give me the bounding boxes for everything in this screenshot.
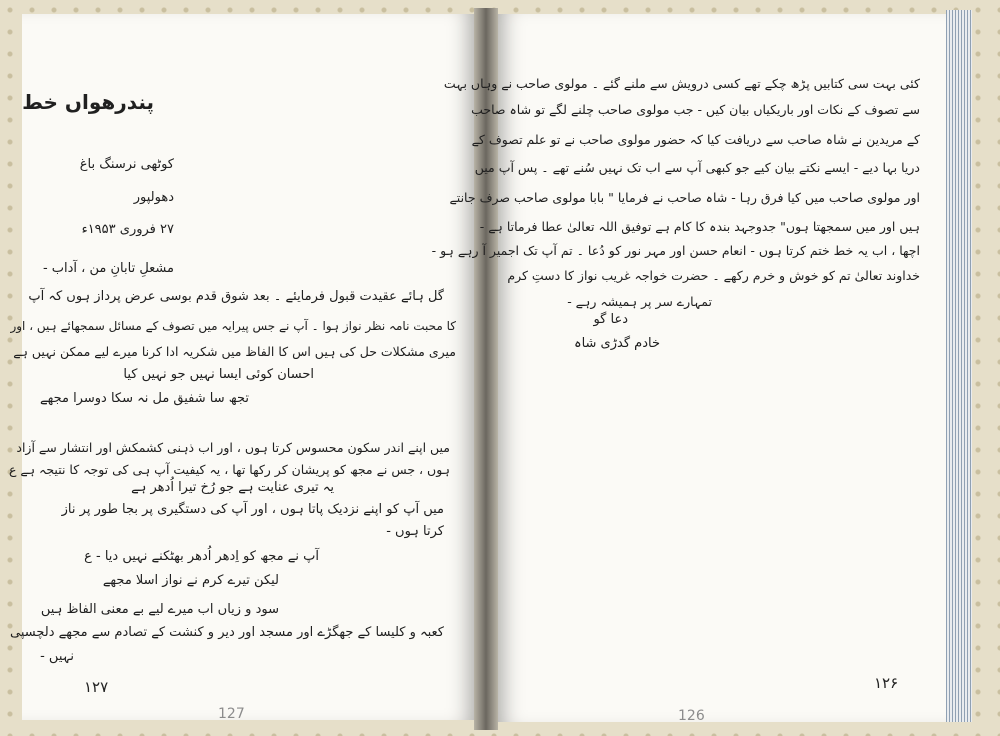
body-line: میں اپنے اندر سکون محسوس کرتا ہوں ، اور اب ذہنی کشمکش اور انتشار سے آزاد — [16, 440, 450, 455]
verse-line: آپ نے مجھ کو اِدھر اُدھر بھٹکنے نہیں دیا - ع — [84, 549, 319, 564]
body-line: ہوں ، جس نے مجھ کو پریشان کر رکھا تھا ، یہ کیفیت آپ ہی کی توجہ کا نتیجہ ہے ع — [8, 462, 450, 477]
salutation: مشعلِ تابانِ من ، آداب - — [42, 261, 174, 276]
verse-line: یہ تیری عنایت ہے جو رُخ تیرا اُدھر ہے — [131, 480, 334, 495]
signoff: دعا گو — [593, 312, 628, 327]
signature: خادم گدڑی شاہ — [573, 336, 660, 351]
body-line: سے تصوف کے نکات اور باریکیاں بیان کیں - جب مولوی صاحب چلنے لگے تو شاہ صاحب — [471, 102, 920, 117]
address-line: کوٹھی نرسنگ باغ — [79, 157, 174, 172]
date-line: ۲۷ فروری ۱۹۵۳ء — [81, 222, 174, 237]
body-line: میری مشکلات حل کی ہیں اس کا الفاظ میں شکریہ ادا کرنا میرے لیے ممکن نہیں ہے — [13, 344, 456, 359]
verse-line: تجھ سا شفیق مل نہ سکا دوسرا مجھے — [39, 391, 249, 406]
page-number: ۱۲۷ — [84, 678, 109, 696]
body-line: کے مریدین نے شاہ صاحب سے دریافت کیا کہ حضور مولوی صاحب نے تو علم تصوف کے — [471, 132, 920, 147]
verse-line: احسان کوئی ایسا نہیں جو نہیں کیا — [123, 367, 314, 382]
body-line: سود و زیاں اب میرے لیے بے معنی الفاظ ہیں — [40, 602, 279, 617]
body-line: گل ہائے عقیدت قبول فرمایئے ۔ بعد شوق قدم بوسی عرض پرداز ہوں کہ آپ — [28, 289, 444, 304]
address-line: دھولپور — [133, 190, 174, 205]
body-line: اچھا ، اب یہ خط ختم کرتا ہوں - انعام حسن اور مہر نور کو دُعا ۔ تم آپ تک اجمیر آ رہے ہو - — [431, 243, 920, 258]
letter-title: پندرھواں خط — [22, 90, 154, 114]
page-edges — [946, 10, 972, 722]
left-page — [8, 14, 474, 722]
body-line: کعبہ و کلیسا کے جھگڑے اور مسجد اور دیر و کنشت کے تصادم سے مجھے دلچسپی — [10, 625, 444, 640]
body-line: نہیں - — [40, 649, 74, 664]
pencil-page-mark: 127 — [218, 706, 245, 722]
page-number: ۱۲۶ — [874, 674, 899, 692]
body-line: خداوند تعالیٰ تم کو خوش و خرم رکھے ۔ حضرت خواجہ غریب نواز کا دستِ کرم — [507, 268, 920, 283]
body-line: دریا بہا دیے - ایسے نکتے بیان کیے جو کبھی آپ سے اب تک نہیں سُنے تھے ۔ پس آپ میں — [474, 160, 920, 175]
body-line: تمہارے سر پر ہمیشہ رہے - — [567, 294, 712, 309]
body-line: کئی بہت سی کتابیں پڑھ چکے تھے کسی درویش سے ملنے گئے ۔ مولوی صاحب نے وہاں بہت — [443, 76, 920, 91]
body-line: ہیں اور میں سمجھتا ہوں" جدوجہد بندہ کا کام ہے توفیق اللہ تعالیٰ عطا فرماتا ہے - — [479, 219, 920, 234]
body-line: کرتا ہوں - — [386, 524, 444, 539]
pencil-page-mark: 126 — [678, 708, 705, 724]
body-line: کا محبت نامہ نظر نواز ہوا ۔ آپ نے جس پیرایہ میں تصوف کے مسائل سمجھائے ہیں ، اور — [10, 319, 456, 333]
body-line: اور مولوی صاحب میں کیا فرق رہا - شاہ صاحب نے فرمایا " بابا مولوی صاحب صرف جانتے — [449, 190, 920, 205]
body-line: میں آپ کو اپنے نزدیک پاتا ہوں ، اور آپ کی دستگیری پر بجا طور پر ناز — [61, 502, 444, 517]
verse-line: لیکن تیرے کرم نے نواز اسلا مجھے — [102, 573, 279, 588]
right-page — [431, 14, 946, 724]
